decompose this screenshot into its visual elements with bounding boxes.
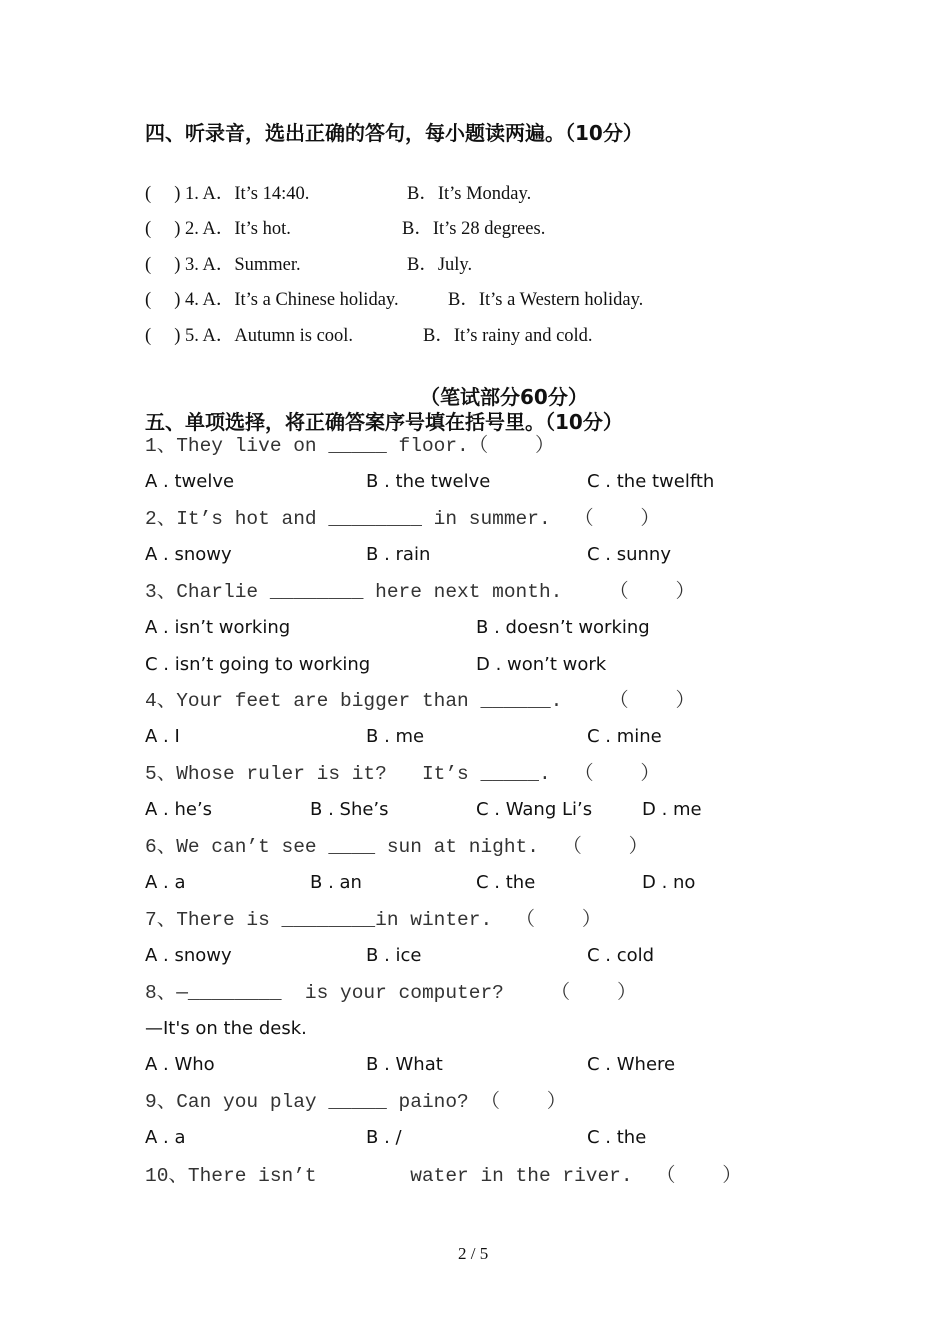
choice-option: C . Where <box>587 1054 676 1075</box>
question-stem: 2、It’s hot and ________ in summer. （ ） <box>145 508 660 530</box>
choice-option: D . won’t work <box>476 654 607 675</box>
question-stem: 1、They live on _____ floor.（ ） <box>145 435 555 457</box>
option-b: B．It’s Monday. <box>407 184 532 204</box>
choice-option: C . the <box>587 1127 647 1148</box>
choice-option: C . isn’t going to working <box>145 654 371 675</box>
option-a: 5. A．Autumn is cool. <box>185 326 354 346</box>
question-stem: 3、Charlie ________ here next month. （ ） <box>145 581 695 603</box>
question-stem: 4、Your feet are bigger than ______. （ ） <box>145 690 695 712</box>
option-a: 3. A．Summer. <box>185 255 301 275</box>
question-stem: 5、Whose ruler is it? It’s _____. （ ） <box>145 763 660 785</box>
option-a: 2. A．It’s hot. <box>185 219 291 239</box>
answer-bracket[interactable]: ( ) <box>145 219 181 239</box>
written-section-header: （笔试部分60分） <box>420 385 588 409</box>
option-a: 4. A．It’s a Chinese holiday. <box>185 290 399 310</box>
choice-option: A . he’s <box>145 799 213 820</box>
answer-line: —It's on the desk. <box>145 1018 307 1039</box>
choice-option: D . no <box>642 872 696 893</box>
answer-bracket[interactable]: ( ) <box>145 255 181 275</box>
choice-option: B . doesn’t working <box>476 617 650 638</box>
choice-option: C . mine <box>587 726 662 747</box>
choice-option: C . sunny <box>587 544 671 565</box>
choice-option: B . She’s <box>310 799 389 820</box>
choice-option: D . me <box>642 799 702 820</box>
option-b: B．It’s 28 degrees. <box>402 219 546 239</box>
choice-option: B . me <box>366 726 425 747</box>
choice-option: B . What <box>366 1054 443 1075</box>
choice-option: A . twelve <box>145 471 235 492</box>
option-b: B．It’s a Western holiday. <box>448 290 644 310</box>
question-stem: 6、We can’t see ____ sun at night. （ ） <box>145 836 649 858</box>
choice-option: B . the twelve <box>366 471 491 492</box>
question-stem: 7、There is ________in winter. （ ） <box>145 909 602 931</box>
question-stem: 9、Can you play _____ paino? （ ） <box>145 1091 567 1113</box>
choice-option: A . snowy <box>145 544 232 565</box>
choice-option: A . Who <box>145 1054 215 1075</box>
option-a: 1. A．It’s 14:40. <box>185 184 310 204</box>
page-number: 2 / 5 <box>458 1244 489 1263</box>
choice-option: A . snowy <box>145 945 232 966</box>
choice-title: 五、单项选择，将正确答案序号填在括号里。（10分） <box>145 410 623 434</box>
choice-option: B . an <box>310 872 362 893</box>
choice-option: A . a <box>145 872 186 893</box>
answer-bracket[interactable]: ( ) <box>145 184 181 204</box>
answer-bracket[interactable]: ( ) <box>145 326 181 346</box>
choice-option: B . ice <box>366 945 422 966</box>
choice-option: C . cold <box>587 945 655 966</box>
question-stem: 10、There isn’t water in the river. （ ） <box>145 1165 742 1187</box>
question-stem: 8、—________ is your computer? （ ） <box>145 982 637 1004</box>
choice-option: B . / <box>366 1127 402 1148</box>
choice-option: B . rain <box>366 544 431 565</box>
listening-title: 四、听录音，选出正确的答句，每小题读两遍。（10分） <box>145 121 643 145</box>
choice-option: A . I <box>145 726 180 747</box>
choice-option: C . the <box>476 872 536 893</box>
choice-option: C . the twelfth <box>587 471 715 492</box>
option-b: B．It’s rainy and cold. <box>423 326 593 346</box>
answer-bracket[interactable]: ( ) <box>145 290 181 310</box>
choice-option: C . Wang Li’s <box>476 799 593 820</box>
choice-option: A . isn’t working <box>145 617 291 638</box>
choice-option: A . a <box>145 1127 186 1148</box>
option-b: B．July. <box>407 255 473 275</box>
